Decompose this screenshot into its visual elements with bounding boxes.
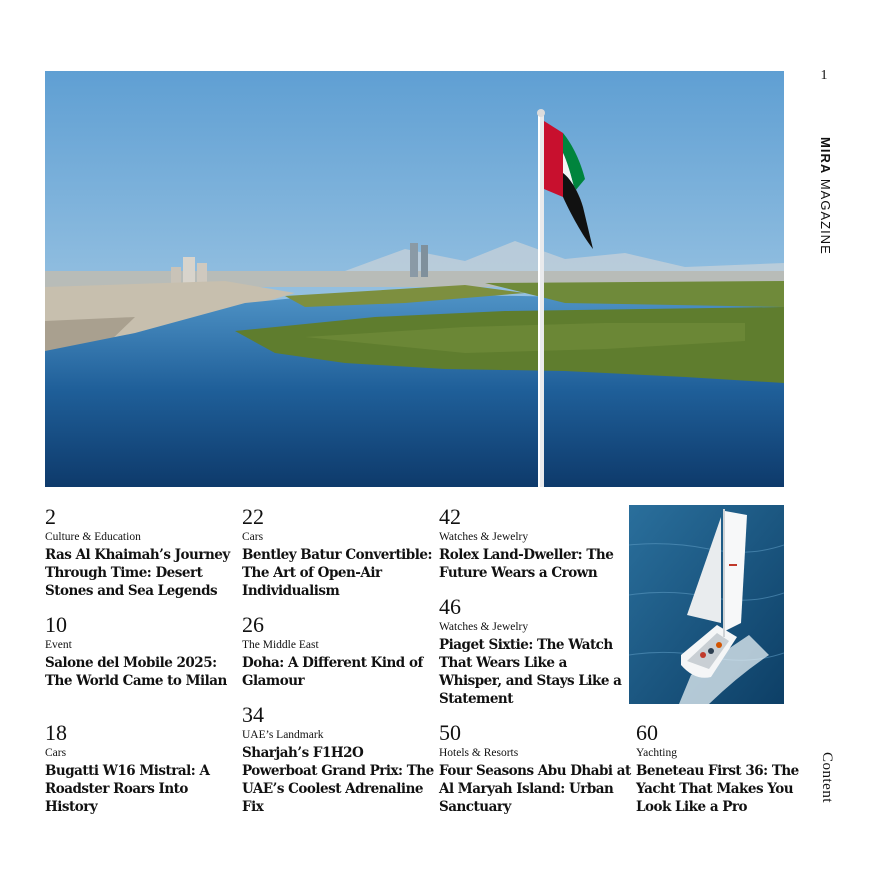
- brand-tagline: MAGAZINE: [818, 178, 833, 255]
- brand-name: MIRA: [818, 137, 833, 175]
- entry-title[interactable]: Four Seasons Abu Dhabi at Al Maryah Island: Urban Sanctuary: [439, 763, 631, 815]
- entry-title[interactable]: Beneteau First 36: The Yacht That Makes You Look Like a Pro: [636, 763, 799, 815]
- toc-entry[interactable]: [242, 614, 434, 690]
- page-number: 1: [820, 68, 828, 83]
- entry-page-number: 34: [242, 702, 264, 727]
- toc-entry[interactable]: [439, 596, 631, 708]
- entry-page-number: 26: [242, 612, 264, 637]
- entry-title[interactable]: Ras Al Khaimah’s Journey Through Time: Desert Stones and Sea Legends: [45, 547, 230, 599]
- toc-entry[interactable]: [439, 506, 631, 582]
- toc-entry[interactable]: [636, 722, 828, 816]
- entry-page-number: 60: [636, 720, 658, 745]
- entry-title[interactable]: Sharjah’s F1H2O Powerboat Grand Prix: The UAE’s Coolest Adrenaline Fix: [242, 745, 434, 815]
- toc-entry[interactable]: [45, 506, 237, 600]
- entry-page-number: 10: [45, 612, 67, 637]
- entry-title[interactable]: Rolex Land-Dweller: The Future Wears a Crown: [439, 547, 614, 581]
- entry-category: Hotels & Resorts: [439, 747, 519, 759]
- entry-title[interactable]: Salone del Mobile 2025: The World Came to Milan: [45, 655, 227, 689]
- entry-page-number: 42: [439, 504, 461, 529]
- entry-category: Event: [45, 639, 72, 651]
- sailboat-photo: [629, 505, 784, 704]
- entry-title[interactable]: Bentley Batur Convertible: The Art of Open-Air Individualism: [242, 547, 432, 599]
- entry-page-number: 18: [45, 720, 67, 745]
- toc-entry[interactable]: [242, 704, 434, 816]
- toc-entry[interactable]: [45, 614, 237, 690]
- entry-page-number: 22: [242, 504, 264, 529]
- entry-page-number: 46: [439, 594, 461, 619]
- entry-title[interactable]: Doha: A Different Kind of Glamour: [242, 655, 423, 689]
- entry-title[interactable]: Bugatti W16 Mistral: A Roadster Roars Into History: [45, 763, 210, 815]
- entry-category: Cars: [45, 747, 67, 759]
- brand-logo: [818, 137, 833, 255]
- entry-category: UAE’s Landmark: [242, 729, 324, 741]
- section-label: Content: [819, 752, 835, 803]
- entry-category: The Middle East: [242, 639, 319, 651]
- entry-category: Watches & Jewelry: [439, 531, 529, 543]
- entry-title[interactable]: Piaget Sixtie: The Watch That Wears Like a Whisper, and Stays Like a Statement: [439, 637, 622, 707]
- entry-category: Cars: [242, 531, 264, 543]
- entry-category: Culture & Education: [45, 531, 141, 543]
- entry-page-number: 50: [439, 720, 461, 745]
- entry-page-number: 2: [45, 504, 56, 529]
- toc-entry[interactable]: [242, 506, 434, 600]
- hero-photo: [45, 71, 784, 487]
- toc-entry[interactable]: [439, 722, 631, 816]
- entry-category: Watches & Jewelry: [439, 621, 529, 633]
- toc-entry[interactable]: [45, 722, 237, 816]
- entry-category: Yachting: [636, 747, 678, 759]
